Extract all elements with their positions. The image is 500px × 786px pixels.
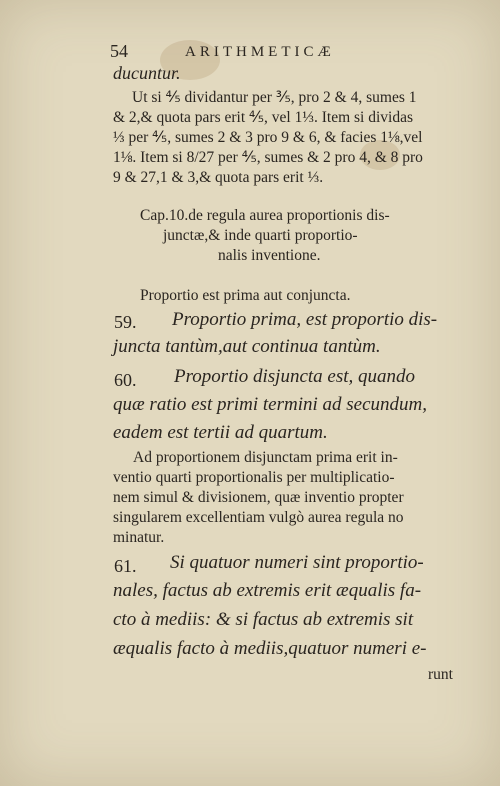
paragraph-line: minatur. — [113, 529, 165, 546]
definition-text: eadem est tertii ad quartum. — [113, 422, 328, 443]
definition-number: 59. — [114, 312, 137, 332]
definition-number: 60. — [114, 370, 137, 390]
paragraph-line: nem simul & divisionem, quæ inventio propter — [113, 489, 404, 506]
definition-text: Proportio prima, est proportio dis- — [172, 309, 438, 330]
definition-text: Si quatuor numeri sint proportio- — [170, 552, 424, 573]
definition-text: quæ ratio est primi termini ad secundum, — [113, 394, 428, 415]
paragraph-line: ventio quarti proportionalis per multiplicatio- — [113, 469, 395, 486]
text-line: 9 & 27,1 & 3,& quota pars erit ⅓. — [113, 169, 324, 186]
definition-text: juncta tantùm,aut continua tantùm. — [113, 336, 381, 357]
definition-text: cto à mediis: & si factus ab extremis sit — [113, 609, 414, 630]
paragraph-line: Ad proportionem disjunctam prima erit in- — [133, 449, 398, 466]
definition-text: æqualis facto à mediis,quatuor numeri e- — [113, 638, 427, 659]
text-line: & 2,& quota pars erit ⅘, vel 1⅓. Item si dividas — [113, 109, 414, 126]
chapter-heading: junctæ,& inde quarti proportio- — [163, 227, 358, 244]
catchword: runt — [428, 666, 453, 683]
definition-text: Proportio disjuncta est, quando — [174, 366, 416, 387]
text-line: 1⅛. Item si 8/27 per ⅘, sumes & 2 pro 4, & 8 pro — [113, 149, 423, 166]
chapter-heading: nalis inventione. — [218, 247, 321, 264]
definition-text: nales, factus ab extremis erit æqualis fa- — [113, 580, 422, 601]
running-title: ARITHMETICÆ — [185, 44, 335, 60]
definition-number: 61. — [114, 556, 137, 576]
intro-line: Proportio est prima aut conjuncta. — [140, 287, 351, 304]
text-line: Ut si ⅘ dividantur per ⅗, pro 2 & 4, sumes 1 — [132, 89, 417, 106]
page-number: 54 — [110, 41, 128, 61]
paragraph-line: singularem excellentiam vulgò aurea regula no — [113, 509, 404, 526]
chapter-heading: Cap.10.de regula aurea proportionis dis- — [140, 207, 390, 224]
text-line: ducuntur. — [113, 63, 181, 83]
text-line: ⅓ per ⅘, sumes 2 & 3 pro 9 & 6, & facies 1⅛,vel — [113, 129, 423, 146]
